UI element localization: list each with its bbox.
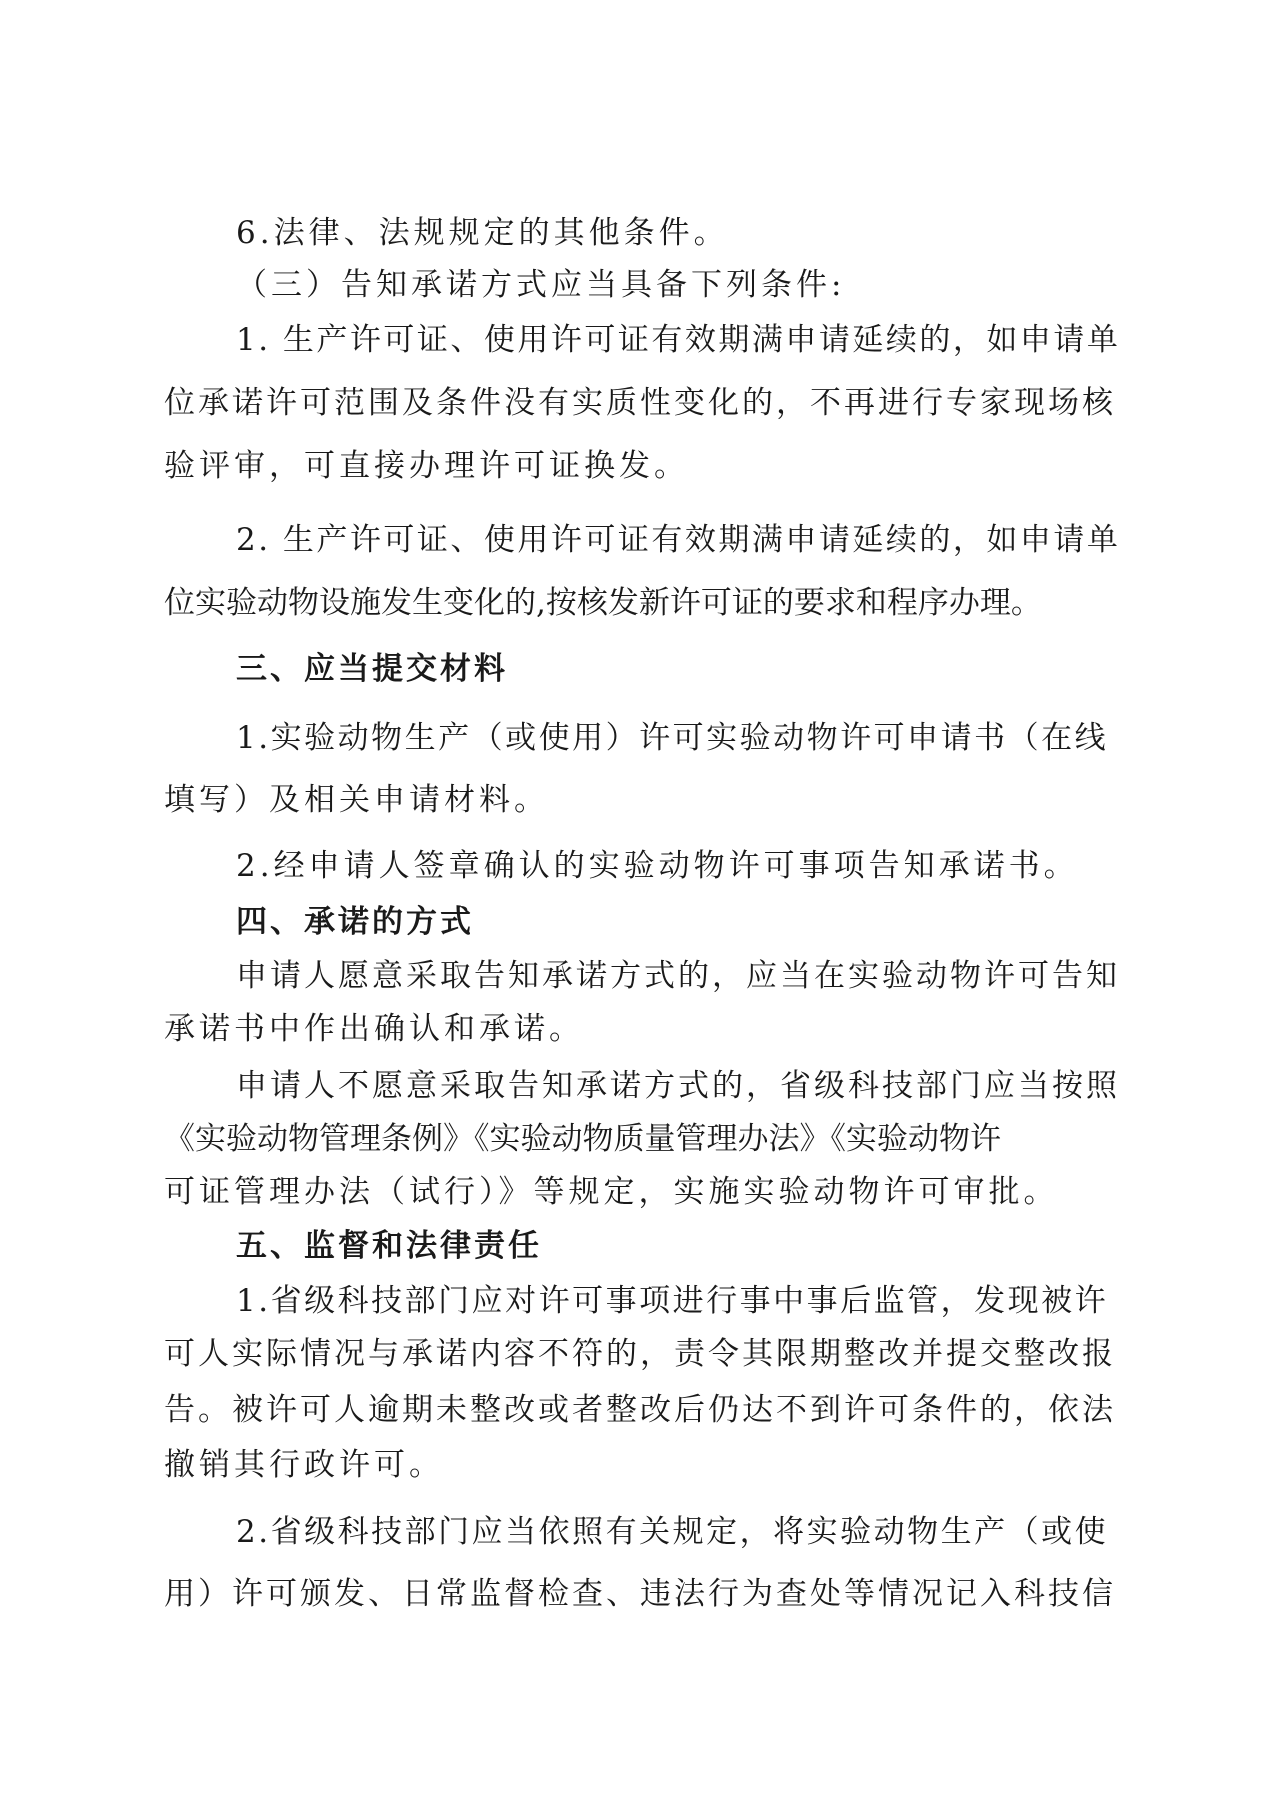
subsection-heading: （三）告知承诺方式应当具备下列条件:: [236, 267, 846, 303]
body-text-line: 2. 生产许可证、使用许可证有效期满申请延续的，如申请单: [236, 522, 1121, 558]
body-text-line: 位实验动物设施发生变化的,按核发新许可证的要求和程序办理。: [164, 585, 1042, 621]
body-text-line: 承诺书中作出确认和承诺。: [164, 1011, 584, 1047]
body-text-line: 可证管理办法（试行）》等规定，实施实验动物许可审批。: [164, 1174, 1059, 1210]
section-heading: 四、承诺的方式: [236, 904, 474, 940]
body-text-line: 1. 生产许可证、使用许可证有效期满申请延续的，如申请单: [236, 322, 1121, 358]
body-text-line: 用）许可颁发、日常监督检查、违法行为查处等情况记入科技信: [164, 1576, 1116, 1612]
body-text-line: 2.省级科技部门应当依照有关规定，将实验动物生产（或使: [236, 1514, 1109, 1550]
body-text-line: 位承诺许可范围及条件没有实质性变化的，不再进行专家现场核: [164, 385, 1116, 421]
section-heading: 三、应当提交材料: [236, 651, 508, 687]
body-text-line: 可人实际情况与承诺内容不符的，责令其限期整改并提交整改报: [164, 1336, 1116, 1372]
body-text-line: 撤销其行政许可。: [164, 1447, 444, 1483]
body-text-line: 填写）及相关申请材料。: [164, 782, 549, 818]
body-text-line: 申请人不愿意采取告知承诺方式的，省级科技部门应当按照: [236, 1068, 1120, 1104]
body-text-line: 《实验动物管理条例》《实验动物质量管理办法》《实验动物许: [164, 1121, 1001, 1157]
body-text-line: 6.法律、法规规定的其他条件。: [236, 215, 729, 251]
body-text-line: 告。被许可人逾期未整改或者整改后仍达不到许可条件的，依法: [164, 1392, 1116, 1428]
body-text-line: 1.省级科技部门应对许可事项进行事中事后监管，发现被许: [236, 1283, 1109, 1319]
body-text-line: 1.实验动物生产（或使用）许可实验动物许可申请书（在线: [236, 720, 1109, 756]
body-text-line: 验评审，可直接办理许可证换发。: [164, 448, 689, 484]
body-text-line: 2.经申请人签章确认的实验动物许可事项告知承诺书。: [236, 848, 1079, 884]
section-heading: 五、监督和法律责任: [236, 1228, 542, 1264]
body-text-line: 申请人愿意采取告知承诺方式的，应当在实验动物许可告知: [236, 958, 1120, 994]
